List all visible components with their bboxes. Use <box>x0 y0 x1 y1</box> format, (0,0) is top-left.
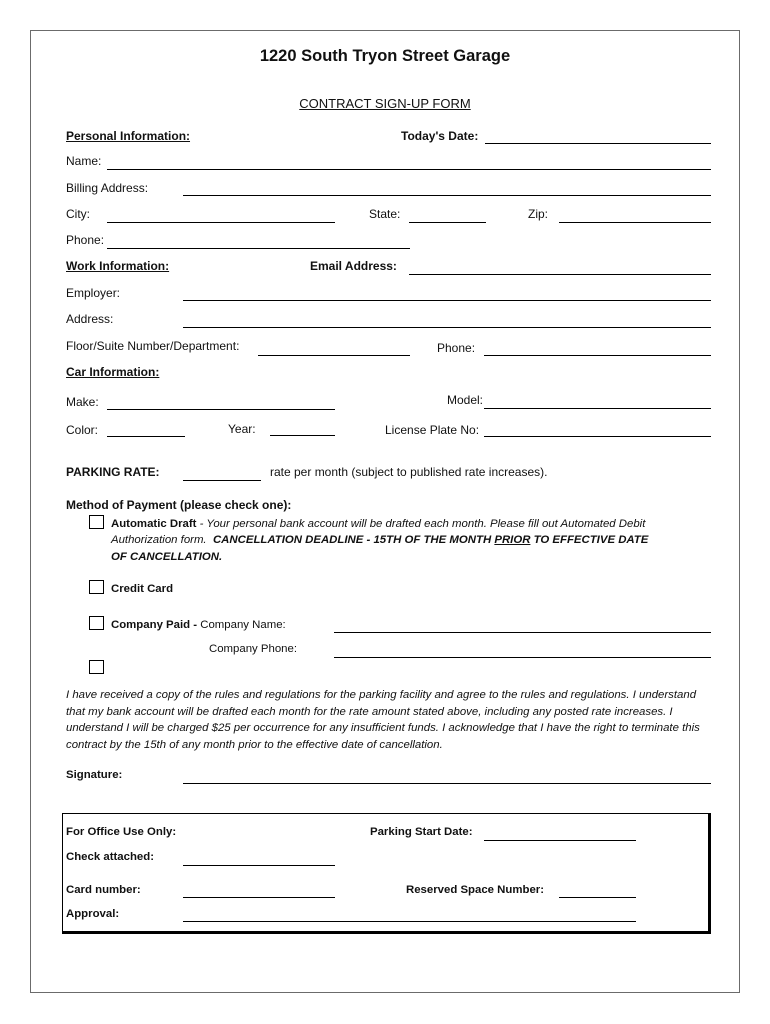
email-label: Email Address: <box>310 259 397 273</box>
parking-start-date-label: Parking Start Date: <box>370 826 473 838</box>
license-plate-label: License Plate No: <box>385 423 480 437</box>
automatic-draft-desc: - Your personal bank account will be drafted each month. Please fill out Automated Debit <box>196 518 646 530</box>
form-title: 1220 South Tryon Street Garage <box>259 47 511 65</box>
cancellation-deadline: CANCELLATION DEADLINE - 15TH OF THE MONTH <box>212 534 492 546</box>
personal-info-heading: Personal Information: <box>66 129 191 143</box>
company-name-field[interactable] <box>334 632 711 633</box>
parking-start-date-field[interactable] <box>484 840 636 841</box>
credit-card-label: Credit Card <box>111 583 174 595</box>
phone-field[interactable] <box>107 248 410 249</box>
check-attached-label: Check attached: <box>66 851 154 863</box>
city-label: City: <box>66 207 90 221</box>
company-phone-label: Company Phone: <box>209 643 298 655</box>
work-phone-field[interactable] <box>484 355 711 356</box>
company-paid-checkbox[interactable] <box>89 616 104 630</box>
approval-label: Approval: <box>66 908 120 920</box>
email-field[interactable] <box>409 274 711 275</box>
credit-card-checkbox[interactable] <box>89 580 104 594</box>
model-label: Model: <box>447 393 484 407</box>
make-label: Make: <box>66 395 99 409</box>
state-label: State: <box>369 207 401 221</box>
office-use-heading: For Office Use Only: <box>66 826 177 838</box>
work-info-heading: Work Information: <box>66 259 170 273</box>
automatic-draft-line1 <box>111 517 645 531</box>
city-field[interactable] <box>107 222 335 223</box>
billing-address-label: Billing Address: <box>66 181 149 195</box>
billing-address-field[interactable] <box>183 195 711 196</box>
reserved-space-field[interactable] <box>559 897 636 898</box>
year-field[interactable] <box>270 435 335 436</box>
automatic-draft-title: Automatic Draft <box>111 518 197 530</box>
car-info-heading: Car Information: <box>66 365 160 379</box>
company-paid-line <box>111 618 286 632</box>
effective-date-text: TO EFFECTIVE DATE <box>533 534 649 546</box>
automatic-draft-checkbox[interactable] <box>89 515 104 529</box>
automatic-draft-desc2: Authorization form. <box>111 534 207 546</box>
work-address-label: Address: <box>66 312 114 326</box>
signature-field[interactable] <box>183 783 711 784</box>
automatic-draft-line2 <box>111 533 648 547</box>
form-subtitle: CONTRACT SIGN-UP FORM <box>299 96 471 111</box>
payment-method-heading: Method of Payment (please check one): <box>66 498 292 512</box>
work-address-field[interactable] <box>183 327 711 328</box>
parking-rate-label: PARKING RATE: <box>66 465 160 479</box>
signature-label: Signature: <box>66 769 123 781</box>
zip-label: Zip: <box>528 207 549 221</box>
color-label: Color: <box>66 423 99 437</box>
company-name-label: Company Name: <box>200 619 286 631</box>
floor-suite-field[interactable] <box>258 355 410 356</box>
phone-label: Phone: <box>66 233 105 247</box>
of-cancellation-text: OF CANCELLATION. <box>111 551 223 563</box>
company-phone-field[interactable] <box>334 657 711 658</box>
name-label: Name: <box>66 154 102 168</box>
card-number-field[interactable] <box>183 897 335 898</box>
reserved-space-label: Reserved Space Number: <box>406 884 545 896</box>
check-attached-field[interactable] <box>183 865 335 866</box>
make-field[interactable] <box>107 409 335 410</box>
approval-field[interactable] <box>183 921 636 922</box>
state-field[interactable] <box>409 222 486 223</box>
card-number-label: Card number: <box>66 884 141 896</box>
employer-label: Employer: <box>66 286 121 300</box>
company-paid-title: Company Paid - <box>111 619 198 631</box>
work-phone-label: Phone: <box>437 341 476 355</box>
todays-date-label: Today's Date: <box>401 129 479 143</box>
license-plate-field[interactable] <box>484 436 711 437</box>
prior-text: PRIOR <box>494 534 531 546</box>
blank-checkbox[interactable] <box>89 660 104 674</box>
name-field[interactable] <box>107 169 711 170</box>
zip-field[interactable] <box>559 222 711 223</box>
model-field[interactable] <box>484 408 711 409</box>
employer-field[interactable] <box>183 300 711 301</box>
year-label: Year: <box>228 422 256 436</box>
floor-suite-label: Floor/Suite Number/Department: <box>66 339 240 353</box>
color-field[interactable] <box>107 436 185 437</box>
parking-rate-field[interactable] <box>183 480 261 481</box>
parking-rate-suffix: rate per month (subject to published rate increases). <box>270 465 548 479</box>
todays-date-field[interactable] <box>485 143 711 144</box>
agreement-text: I have received a copy of the rules and regulations for the parking facility and agree to the rules and regulations. I understand that my bank account will be drafted each month for the rate amount stated above, including any posted rate increases. I understand I will be charged $25 per occurrence for any insufficient funds. I acknowledge that I have the right to terminate this contract by the 15th of any month prior to the effective date of cancellation. <box>66 689 700 751</box>
